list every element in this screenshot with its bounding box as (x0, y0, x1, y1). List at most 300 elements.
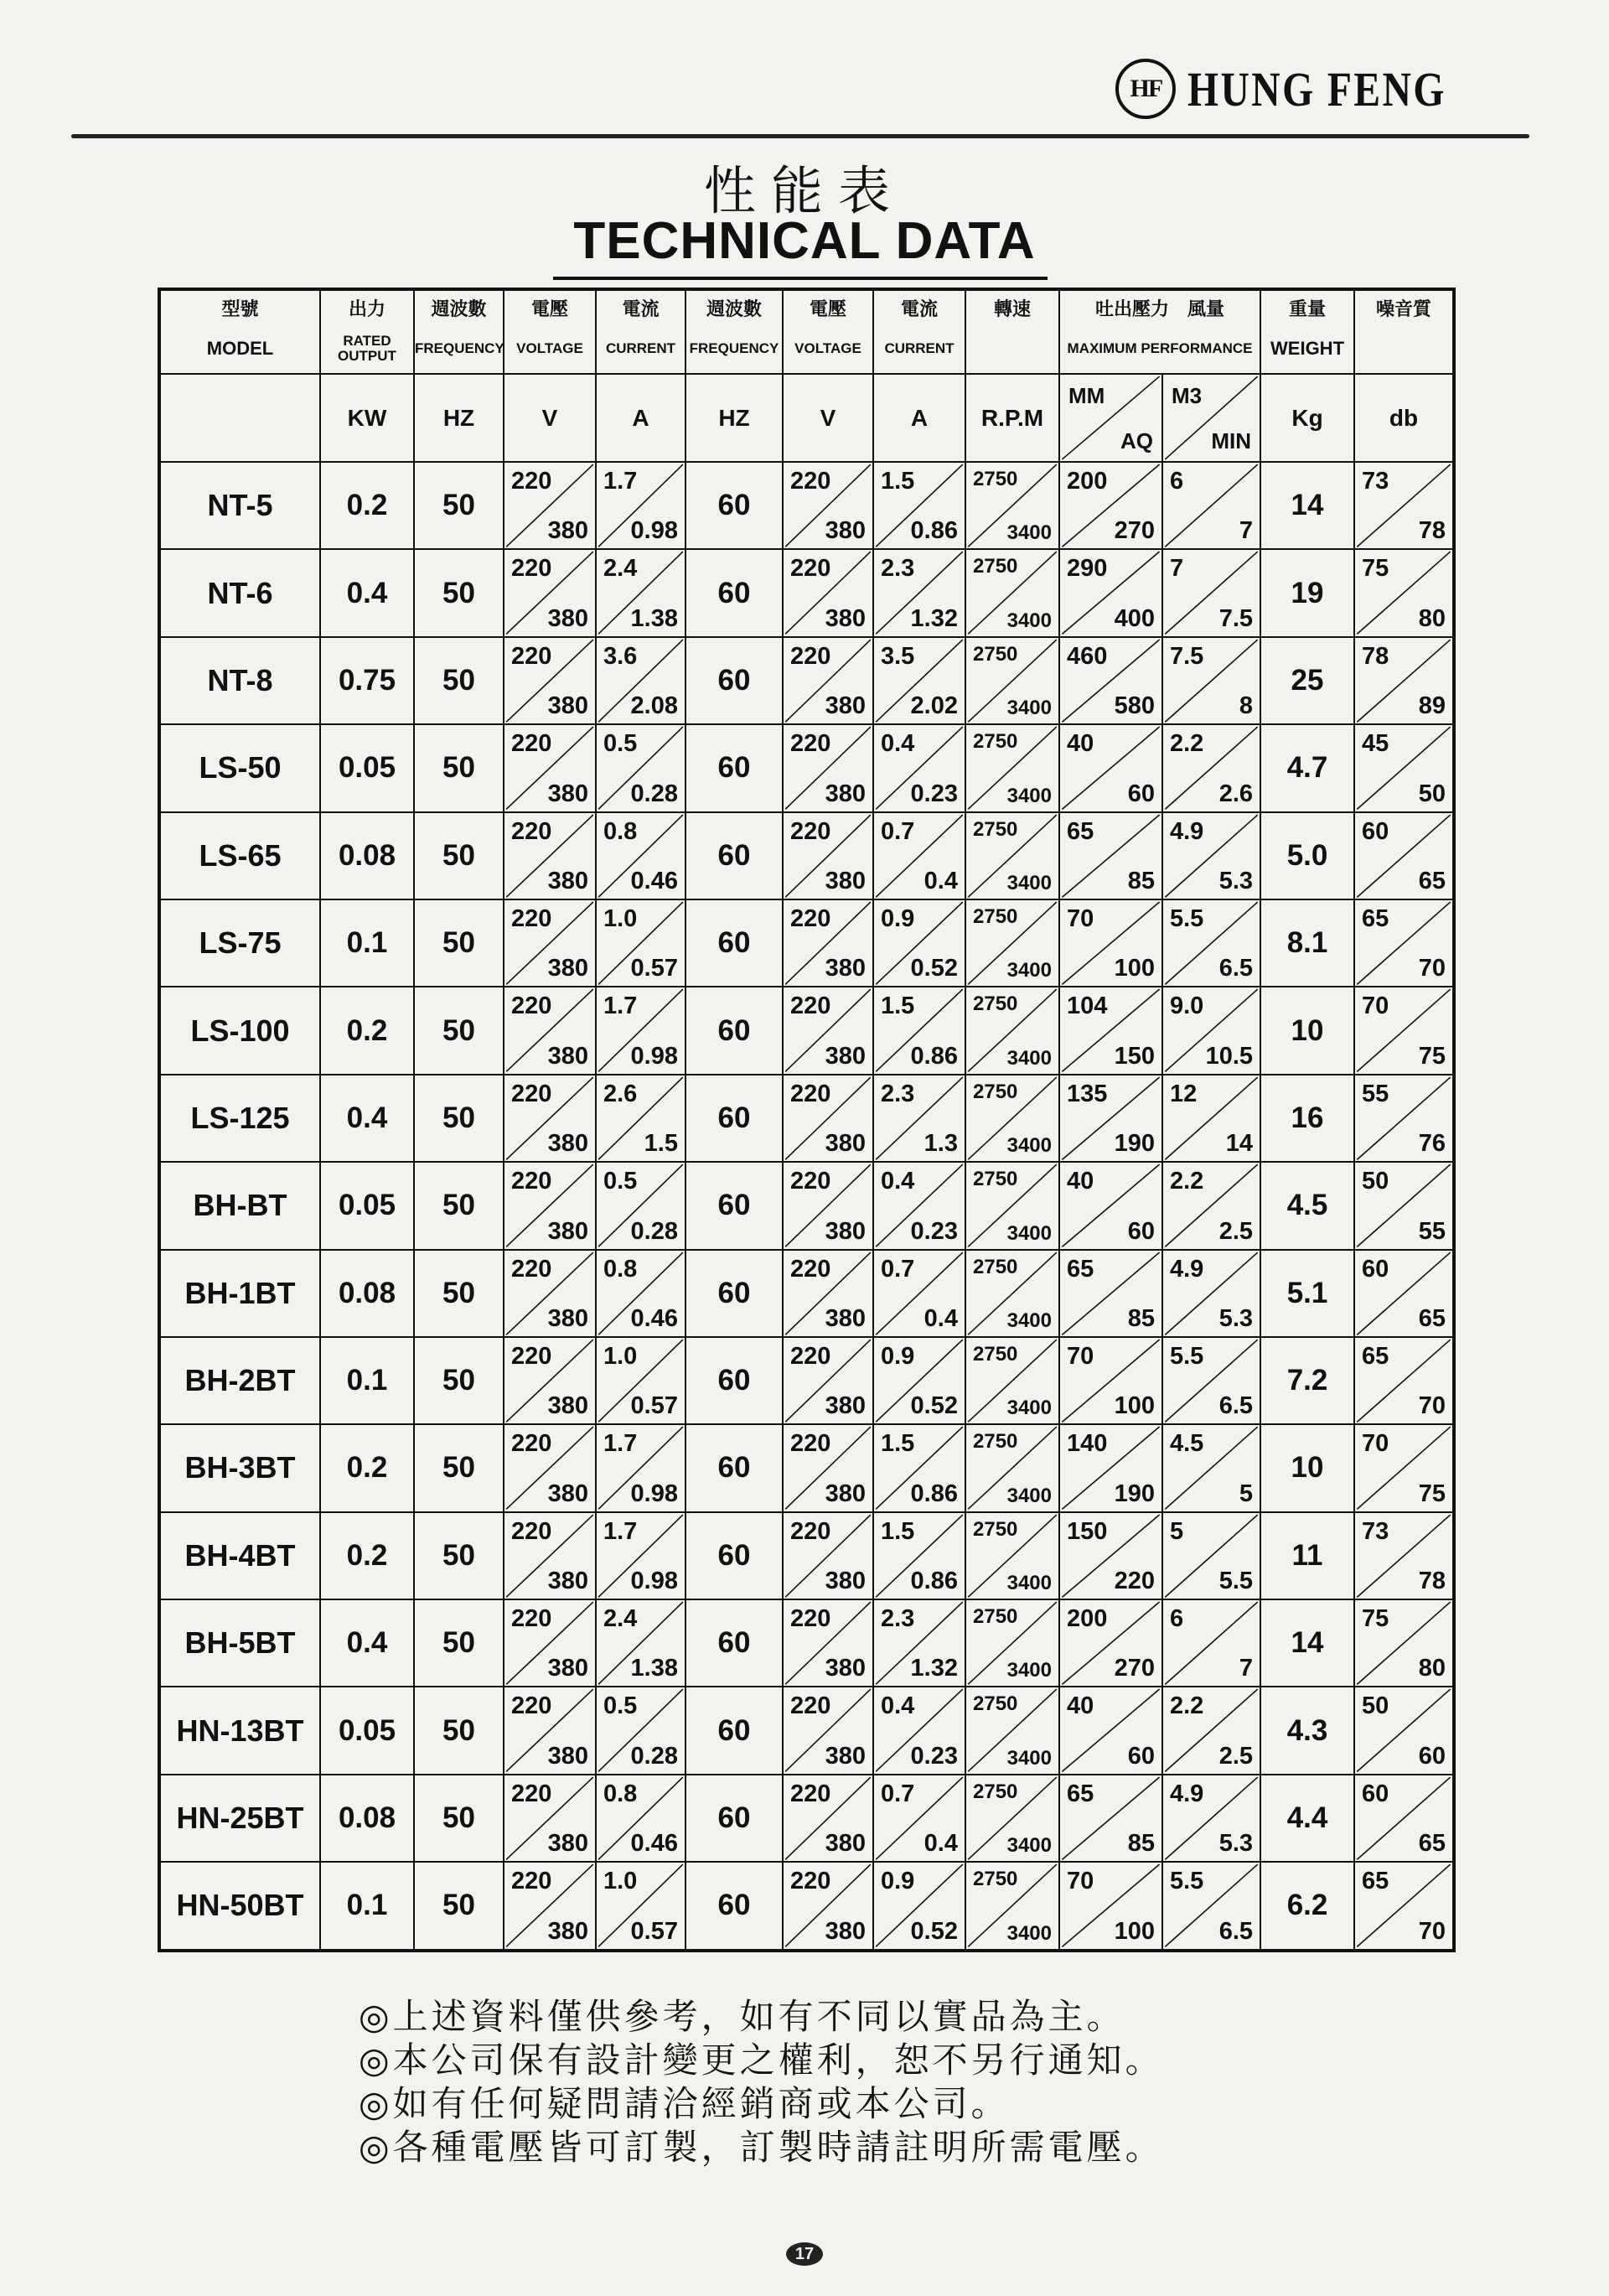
noise-cell-top: 60 (1362, 817, 1389, 845)
page-title-en: TECHNICAL DATA (573, 212, 1036, 270)
rated-output-cell: 0.2 (320, 1512, 414, 1599)
flow-cell-bottom: 6.5 (1218, 1392, 1254, 1420)
voltage-60-cell-top: 220 (790, 1168, 831, 1195)
frequency-60-cell: 60 (686, 1687, 783, 1774)
pressure-cell (1059, 1862, 1162, 1950)
model-cell: LS-100 (159, 987, 320, 1074)
voltage-60-cell-bottom: 380 (825, 1830, 866, 1858)
frequency-60-cell: 60 (686, 899, 783, 987)
unit_flow-top: M3 (1172, 383, 1203, 408)
rated-output-cell: 0.75 (320, 637, 414, 724)
pressure-cell (1059, 1075, 1162, 1162)
voltage-60-cell-bottom: 380 (825, 517, 866, 545)
current-50-cell-bottom: 1.5 (644, 1130, 678, 1158)
current-60-cell-top: 0.9 (881, 904, 915, 932)
pressure-cell-bottom: 100 (1114, 955, 1155, 982)
pressure-cell-bottom: 190 (1114, 1480, 1155, 1507)
current-60-cell-top: 0.7 (881, 817, 915, 845)
rated-output-cell: 0.2 (320, 1424, 414, 1511)
current-60-cell (873, 1424, 965, 1511)
rpm-cell-bottom: 3400 (1006, 521, 1052, 545)
frequency-60-cell: 60 (686, 1075, 783, 1162)
rated-output-cell: 0.05 (320, 1687, 414, 1774)
rated-output-cell: 0.1 (320, 1337, 414, 1424)
rated-output-cell: 0.05 (320, 1162, 414, 1249)
pressure-cell-top: 70 (1067, 1868, 1094, 1895)
pressure-cell-top: 290 (1067, 555, 1108, 583)
current-60-cell (873, 899, 965, 987)
voltage-60-cell-top: 220 (790, 468, 831, 495)
voltage-50-cell (504, 1862, 596, 1950)
rated-output-cell: 0.4 (320, 1075, 414, 1162)
current-50-cell (596, 724, 686, 811)
current-50-cell (596, 1687, 686, 1774)
rpm-cell (965, 1075, 1059, 1162)
flow-cell-top: 6 (1170, 468, 1184, 495)
flow-cell (1162, 899, 1260, 987)
rpm-cell (965, 637, 1059, 724)
current-50-cell (596, 1250, 686, 1337)
rpm-cell-top: 2750 (973, 1080, 1018, 1103)
flow-cell-top: 7.5 (1170, 642, 1204, 670)
flow-cell (1162, 1599, 1260, 1687)
weight-cell: 4.4 (1260, 1775, 1354, 1862)
pressure-cell-top: 104 (1067, 993, 1108, 1020)
current-50-cell-top: 1.0 (603, 1868, 638, 1895)
voltage-50-cell-top: 220 (511, 817, 552, 845)
current-60-cell-top: 1.5 (881, 468, 915, 495)
noise-cell-bottom: 50 (1418, 780, 1446, 807)
voltage-50-cell (504, 1424, 596, 1511)
noise-cell-bottom: 75 (1418, 1042, 1446, 1070)
noise-cell (1354, 812, 1454, 899)
current-50-cell-top: 1.0 (603, 904, 638, 932)
table-row (159, 899, 1454, 987)
current-60-cell-top: 2.3 (881, 1080, 915, 1107)
pressure-cell (1059, 724, 1162, 811)
current-50-cell-bottom: 0.98 (630, 1042, 678, 1070)
voltage-50-cell-bottom: 380 (547, 1655, 588, 1682)
current-60-cell-bottom: 0.23 (910, 780, 958, 807)
flow-cell-top: 4.9 (1170, 1255, 1204, 1283)
rpm-cell-bottom: 3400 (1006, 784, 1052, 807)
frequency-60-cell: 60 (686, 1162, 783, 1249)
current-60-cell-bottom: 0.4 (923, 867, 958, 894)
voltage-50-cell-top: 220 (511, 1517, 552, 1545)
pressure-cell-top: 200 (1067, 1605, 1108, 1633)
model-cell: LS-125 (159, 1075, 320, 1162)
voltage-50-cell-top: 220 (511, 1255, 552, 1283)
pressure-cell-bottom: 270 (1114, 517, 1155, 545)
current-60-cell-bottom: 1.32 (910, 604, 958, 632)
pressure-cell-bottom: 270 (1114, 1655, 1155, 1682)
noise-cell (1354, 1424, 1454, 1511)
header-unit-3: V (504, 374, 596, 462)
current-60-cell (873, 1250, 965, 1337)
pressure-cell (1059, 1775, 1162, 1862)
header-unit-10: Kg (1260, 374, 1354, 462)
voltage-50-cell-top: 220 (511, 1605, 552, 1633)
current-50-cell-top: 0.5 (603, 1168, 638, 1195)
rpm-cell-top: 2750 (973, 1780, 1018, 1803)
rpm-cell (965, 1162, 1059, 1249)
noise-cell-top: 75 (1362, 555, 1389, 583)
frequency-50-cell: 50 (414, 1775, 504, 1862)
table-row (159, 1424, 1454, 1511)
noise-cell (1354, 1775, 1454, 1862)
current-60-cell-bottom: 0.52 (910, 1917, 958, 1945)
noise-cell-top: 70 (1362, 993, 1389, 1020)
voltage-60-cell-bottom: 380 (825, 867, 866, 894)
noise-cell (1354, 549, 1454, 636)
noise-cell-bottom: 78 (1418, 517, 1446, 545)
voltage-50-cell (504, 462, 596, 549)
current-50-cell-bottom: 0.57 (630, 1392, 678, 1420)
current-50-cell-bottom: 1.38 (630, 604, 678, 632)
header-unit-5: HZ (686, 374, 783, 462)
header-unit-6: V (783, 374, 873, 462)
table-row (159, 1599, 1454, 1687)
voltage-60-cell (783, 724, 873, 811)
current-60-cell-bottom: 0.4 (923, 1304, 958, 1332)
page-title-cn: 性能表 (703, 160, 905, 221)
pressure-cell-bottom: 400 (1114, 604, 1155, 632)
header-en-11 (1354, 324, 1454, 374)
weight-cell: 14 (1260, 462, 1354, 549)
pressure-cell-top: 200 (1067, 468, 1108, 495)
voltage-50-cell-bottom: 380 (547, 1917, 588, 1945)
brand-name: HUNG FENG (1187, 61, 1447, 117)
table-row (159, 462, 1454, 549)
current-60-cell-top: 1.5 (881, 1517, 915, 1545)
rpm-cell-bottom: 3400 (1006, 1834, 1052, 1858)
flow-cell-top: 4.5 (1170, 1430, 1204, 1458)
header-en-1: RATED OUTPUT (320, 324, 414, 374)
noise-cell-top: 55 (1362, 1080, 1389, 1107)
current-60-cell-top: 3.5 (881, 642, 915, 670)
weight-cell: 25 (1260, 637, 1354, 724)
flow-cell (1162, 1512, 1260, 1599)
frequency-60-cell: 60 (686, 1862, 783, 1950)
current-60-cell (873, 1775, 965, 1862)
rated-output-cell: 0.1 (320, 899, 414, 987)
current-50-cell-top: 0.5 (603, 730, 638, 758)
frequency-60-cell: 60 (686, 1775, 783, 1862)
flow-cell (1162, 1862, 1260, 1950)
table-row (159, 1862, 1454, 1950)
flow-cell-top: 4.9 (1170, 1780, 1204, 1807)
notes (359, 1995, 1164, 2169)
voltage-50-cell-bottom: 380 (547, 1217, 588, 1245)
noise-cell-bottom: 70 (1418, 955, 1446, 982)
pressure-cell-top: 460 (1067, 642, 1108, 670)
current-50-cell-bottom: 0.46 (630, 867, 678, 894)
brand-header (1115, 59, 1503, 119)
flow-cell-top: 2.2 (1170, 1168, 1204, 1195)
current-50-cell-top: 0.8 (603, 817, 638, 845)
header-cn-8: 轉速 (965, 289, 1059, 324)
voltage-50-cell-top: 220 (511, 904, 552, 932)
weight-cell: 10 (1260, 987, 1354, 1074)
flow-cell-bottom: 5.3 (1218, 1304, 1254, 1332)
current-50-cell-top: 2.6 (603, 1080, 638, 1107)
rpm-cell-bottom: 3400 (1006, 871, 1052, 894)
table-row (159, 1512, 1454, 1599)
noise-cell-bottom: 55 (1418, 1217, 1446, 1245)
current-50-cell (596, 1162, 686, 1249)
voltage-50-cell-bottom: 380 (547, 955, 588, 982)
flow-cell-top: 4.9 (1170, 817, 1204, 845)
voltage-60-cell-bottom: 380 (825, 1392, 866, 1420)
rated-output-cell: 0.2 (320, 462, 414, 549)
flow-cell-bottom: 7 (1239, 517, 1254, 545)
pressure-cell-top: 70 (1067, 904, 1094, 932)
current-50-cell (596, 812, 686, 899)
flow-cell-top: 5 (1170, 1517, 1184, 1545)
frequency-50-cell: 50 (414, 1337, 504, 1424)
pressure-cell (1059, 1250, 1162, 1337)
flow-cell (1162, 1775, 1260, 1862)
pressure-cell-bottom: 100 (1114, 1392, 1155, 1420)
current-50-cell-top: 0.8 (603, 1780, 638, 1807)
header-unit-0 (159, 374, 320, 462)
current-60-cell (873, 987, 965, 1074)
unit_pressure-top: MM (1068, 383, 1105, 408)
voltage-60-cell-bottom: 380 (825, 1217, 866, 1245)
rpm-cell-bottom: 3400 (1006, 959, 1052, 982)
voltage-60-cell-bottom: 380 (825, 1304, 866, 1332)
frequency-60-cell: 60 (686, 724, 783, 811)
noise-cell-bottom: 89 (1418, 692, 1446, 720)
current-50-cell (596, 987, 686, 1074)
rpm-cell-top: 2750 (973, 1517, 1018, 1541)
noise-cell (1354, 899, 1454, 987)
page-number: 17 (786, 2242, 823, 2266)
current-60-cell (873, 637, 965, 724)
header-en-3: VOLTAGE (504, 324, 596, 374)
current-60-cell-bottom: 1.32 (910, 1655, 958, 1682)
flow-cell (1162, 1337, 1260, 1424)
rpm-cell (965, 1337, 1059, 1424)
current-60-cell (873, 1075, 965, 1162)
noise-cell (1354, 1687, 1454, 1774)
table-row (159, 724, 1454, 811)
noise-cell-top: 75 (1362, 1605, 1389, 1633)
flow-cell (1162, 1075, 1260, 1162)
current-60-cell (873, 549, 965, 636)
rpm-cell-bottom: 3400 (1006, 1572, 1052, 1595)
current-60-cell-top: 0.7 (881, 1780, 915, 1807)
header-en-10: WEIGHT (1260, 324, 1354, 374)
model-cell: BH-5BT (159, 1599, 320, 1687)
voltage-60-cell-top: 220 (790, 993, 831, 1020)
flow-cell-bottom: 2.5 (1218, 1742, 1254, 1770)
current-50-cell-bottom: 1.38 (630, 1655, 678, 1682)
noise-cell-bottom: 60 (1418, 1742, 1446, 1770)
note-line: ◎如有任何疑問請洽經銷商或本公司。 (359, 2083, 1010, 2124)
flow-cell-bottom: 7.5 (1218, 604, 1254, 632)
voltage-50-cell (504, 637, 596, 724)
voltage-60-cell-top: 220 (790, 1430, 831, 1458)
current-60-cell-bottom: 0.23 (910, 1742, 958, 1770)
model-cell: LS-65 (159, 812, 320, 899)
frequency-50-cell: 50 (414, 1599, 504, 1687)
current-60-cell-bottom: 1.3 (923, 1130, 958, 1158)
weight-cell: 8.1 (1260, 899, 1354, 987)
rpm-cell (965, 1250, 1059, 1337)
pressure-cell-top: 70 (1067, 1342, 1094, 1370)
header-cn-7: 電流 (873, 289, 965, 324)
flow-cell-top: 5.5 (1170, 904, 1204, 932)
voltage-50-cell-top: 220 (511, 1868, 552, 1895)
voltage-50-cell (504, 987, 596, 1074)
header-cn-3: 電壓 (504, 289, 596, 324)
pressure-cell-bottom: 85 (1127, 1304, 1155, 1332)
model-cell: HN-50BT (159, 1862, 320, 1950)
voltage-60-cell (783, 812, 873, 899)
pressure-cell-top: 150 (1067, 1517, 1108, 1545)
table-row (159, 1162, 1454, 1249)
noise-cell-top: 73 (1362, 468, 1389, 495)
voltage-60-cell-top: 220 (790, 1868, 831, 1895)
pressure-cell (1059, 462, 1162, 549)
flow-cell-top: 5.5 (1170, 1868, 1204, 1895)
noise-cell-top: 70 (1362, 1430, 1389, 1458)
weight-cell: 14 (1260, 1599, 1354, 1687)
frequency-60-cell: 60 (686, 1512, 783, 1599)
current-50-cell-bottom: 0.46 (630, 1304, 678, 1332)
rpm-cell (965, 724, 1059, 811)
current-50-cell-bottom: 0.28 (630, 1217, 678, 1245)
pressure-cell-top: 65 (1067, 1255, 1094, 1283)
current-50-cell (596, 1075, 686, 1162)
voltage-60-cell (783, 1162, 873, 1249)
model-cell: BH-1BT (159, 1250, 320, 1337)
weight-cell: 16 (1260, 1075, 1354, 1162)
header-cn-9: 吐出壓力 風量 (1059, 289, 1260, 324)
pressure-cell (1059, 1424, 1162, 1511)
header-en-5: FREQUENCY (686, 324, 783, 374)
rpm-cell-bottom: 3400 (1006, 609, 1052, 632)
pressure-cell-top: 140 (1067, 1430, 1108, 1458)
pressure-cell-bottom: 85 (1127, 867, 1155, 894)
voltage-60-cell (783, 1862, 873, 1950)
flow-cell-top: 2.2 (1170, 730, 1204, 758)
noise-cell (1354, 1512, 1454, 1599)
rpm-cell-top: 2750 (973, 730, 1018, 754)
pressure-cell-bottom: 60 (1127, 1742, 1155, 1770)
voltage-50-cell-top: 220 (511, 1080, 552, 1107)
voltage-50-cell (504, 549, 596, 636)
flow-cell-top: 7 (1170, 555, 1184, 583)
current-60-cell-bottom: 0.23 (910, 1217, 958, 1245)
table-row (159, 1775, 1454, 1862)
frequency-50-cell: 50 (414, 549, 504, 636)
noise-cell-top: 50 (1362, 1692, 1389, 1720)
voltage-50-cell-bottom: 380 (547, 1742, 588, 1770)
flow-cell (1162, 462, 1260, 549)
pressure-cell-top: 40 (1067, 1168, 1094, 1195)
header-cn-11: 噪音質 (1354, 289, 1454, 324)
frequency-50-cell: 50 (414, 1162, 504, 1249)
header-en-4: CURRENT (596, 324, 686, 374)
weight-cell: 10 (1260, 1424, 1354, 1511)
frequency-50-cell: 50 (414, 637, 504, 724)
frequency-60-cell: 60 (686, 812, 783, 899)
pressure-cell-top: 65 (1067, 817, 1094, 845)
weight-cell: 4.5 (1260, 1162, 1354, 1249)
voltage-50-cell-bottom: 380 (547, 867, 588, 894)
rpm-cell (965, 1424, 1059, 1511)
header-en-9: MAXIMUM PERFORMANCE (1059, 324, 1260, 374)
table-row (159, 549, 1454, 636)
table-row (159, 987, 1454, 1074)
flow-cell-bottom: 6.5 (1218, 955, 1254, 982)
current-60-cell (873, 1599, 965, 1687)
voltage-60-cell (783, 1250, 873, 1337)
frequency-50-cell: 50 (414, 899, 504, 987)
weight-cell: 5.0 (1260, 812, 1354, 899)
current-50-cell-bottom: 0.28 (630, 1742, 678, 1770)
noise-cell-bottom: 80 (1418, 1655, 1446, 1682)
rated-output-cell: 0.4 (320, 1599, 414, 1687)
noise-cell-top: 60 (1362, 1780, 1389, 1807)
flow-cell-bottom: 8 (1239, 692, 1254, 720)
brand-logo-icon: HF (1115, 59, 1176, 119)
note-line: ◎上述資料僅供參考，如有不同以實品為主。 (359, 1996, 1125, 2037)
header-cn-1: 出力 (320, 289, 414, 324)
noise-cell-bottom: 70 (1418, 1392, 1446, 1420)
voltage-60-cell (783, 1075, 873, 1162)
voltage-50-cell-top: 220 (511, 1780, 552, 1807)
frequency-50-cell: 50 (414, 812, 504, 899)
model-cell: HN-25BT (159, 1775, 320, 1862)
rpm-cell (965, 1512, 1059, 1599)
voltage-50-cell-bottom: 380 (547, 1392, 588, 1420)
voltage-60-cell-top: 220 (790, 1255, 831, 1283)
current-60-cell (873, 1337, 965, 1424)
header-en-0: MODEL (159, 324, 320, 374)
rpm-cell-top: 2750 (973, 468, 1018, 490)
flow-cell-bottom: 7 (1239, 1655, 1254, 1682)
header-cn-0: 型號 (159, 289, 320, 324)
noise-cell-top: 65 (1362, 904, 1389, 932)
header-divider (71, 134, 1529, 138)
rpm-cell-top: 2750 (973, 1168, 1018, 1191)
pressure-cell-bottom: 220 (1114, 1568, 1155, 1595)
noise-cell-bottom: 80 (1418, 604, 1446, 632)
pressure-cell-bottom: 580 (1114, 692, 1155, 720)
voltage-60-cell (783, 1687, 873, 1774)
voltage-60-cell-bottom: 380 (825, 1742, 866, 1770)
noise-cell-top: 78 (1362, 642, 1389, 670)
current-50-cell (596, 1424, 686, 1511)
current-50-cell-bottom: 0.98 (630, 1568, 678, 1595)
current-50-cell-top: 1.7 (603, 1430, 638, 1458)
pressure-cell-top: 65 (1067, 1780, 1094, 1807)
voltage-50-cell-top: 220 (511, 730, 552, 758)
frequency-60-cell: 60 (686, 1250, 783, 1337)
frequency-50-cell: 50 (414, 462, 504, 549)
current-60-cell-bottom: 0.86 (910, 1480, 958, 1507)
voltage-50-cell (504, 1162, 596, 1249)
model-cell: NT-5 (159, 462, 320, 549)
current-50-cell (596, 1512, 686, 1599)
voltage-50-cell-top: 220 (511, 555, 552, 583)
current-50-cell (596, 549, 686, 636)
weight-cell: 4.3 (1260, 1687, 1354, 1774)
pressure-cell-bottom: 150 (1114, 1042, 1155, 1070)
